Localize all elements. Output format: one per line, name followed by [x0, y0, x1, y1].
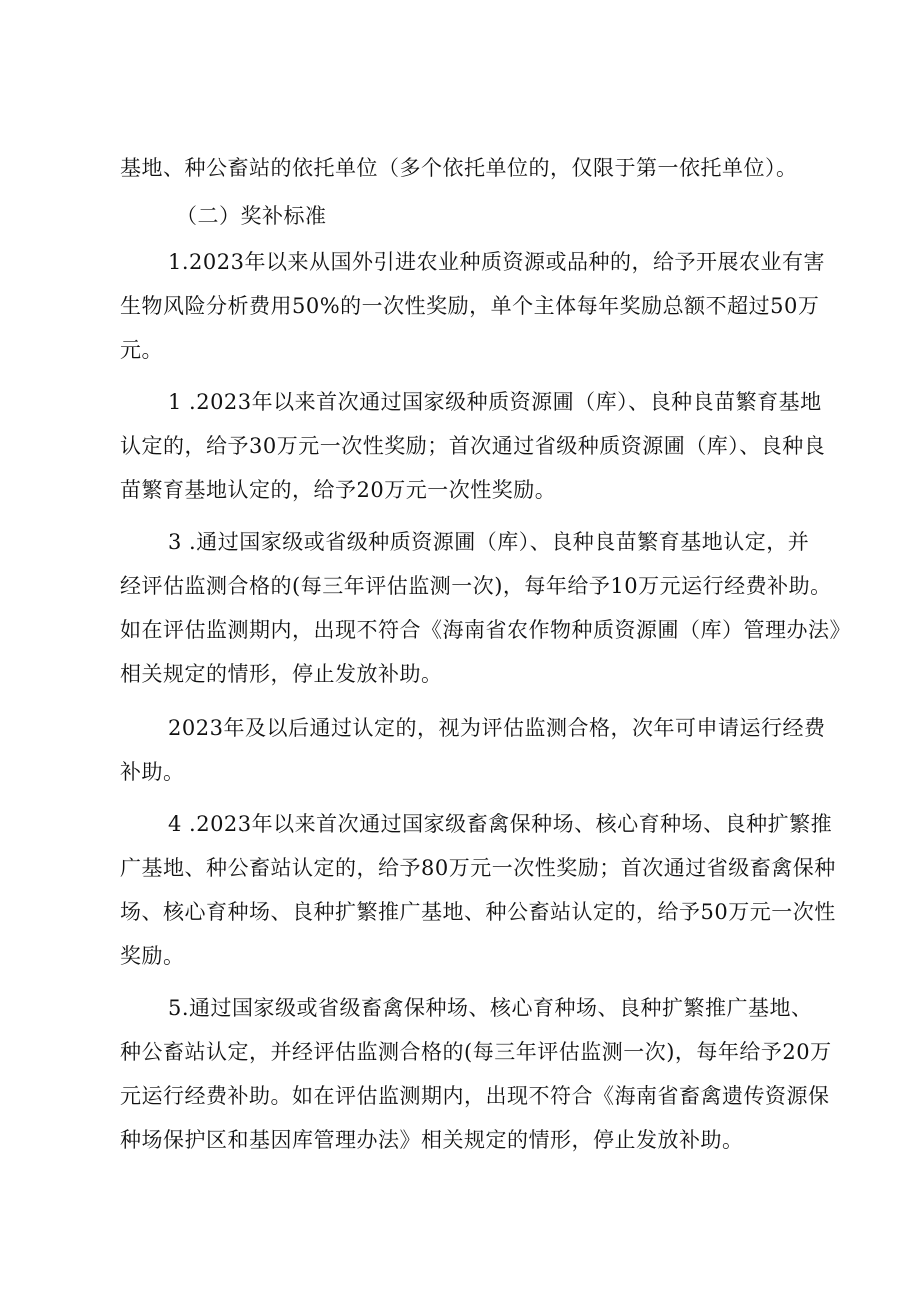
text-line: 认定的，给予30万元一次性奖励；首次通过省级种质资源圃（库）、良种良	[120, 434, 826, 458]
text-line: 经评估监测合格的(每三年评估监测一次)，每年给予10万元运行经费补助。	[120, 574, 832, 598]
text-line: 种场保护区和基因库管理办法》相关规定的情形，停止发放补助。	[120, 1128, 744, 1152]
paragraph-item-2	[120, 380, 830, 512]
text-line: 元。	[120, 338, 163, 362]
paragraph-item-3	[120, 520, 851, 696]
text-line: 1 .2023年以来首次通过国家级种质资源圃（库）、良种良苗繁育基地	[168, 390, 822, 414]
text-line: 5.通过国家级或省级畜禽保种场、核心育种场、良种扩繁推广基地、	[168, 996, 813, 1020]
text-line: 1.2023年以来从国外引进农业种质资源或品种的，给予开展农业有害	[168, 250, 825, 274]
text-line: 奖励。	[120, 944, 185, 968]
text-line: 4 .2023年以来首次通过国家级畜禽保种场、核心育种场、良种扩繁推	[168, 812, 833, 836]
section-heading-subsidy-standard	[176, 194, 886, 238]
text-line: 苗繁育基地认定的，给予20万元一次性奖励。	[120, 478, 557, 502]
text-line: 基地、种公畜站的依托单位（多个依托单位的，仅限于第一依托单位）。	[120, 156, 798, 180]
text-line: 种公畜站认定，并经评估监测合格的(每三年评估监测一次)，每年给予20万	[120, 1040, 832, 1064]
paragraph-eligibility-end	[120, 146, 830, 190]
paragraph-item-1	[120, 240, 830, 372]
paragraph-item-4	[120, 802, 836, 978]
text-line: 2023年及以后通过认定的，视为评估监测合格，次年可申请运行经费	[168, 716, 826, 740]
text-line: 3 .通过国家级或省级种质资源圃（库）、良种良苗繁育基地认定，并	[168, 530, 810, 554]
paragraph-item-3-note	[120, 706, 830, 794]
text-line: 如在评估监测期内，出现不符合《海南省农作物种质资源圃（库）管理办法》	[120, 618, 851, 642]
text-line: 相关规定的情形，停止发放补助。	[120, 662, 443, 686]
text-line: 场、核心育种场、良种扩繁推广基地、种公畜站认定的，给予50万元一次性	[120, 900, 836, 924]
text-line: 元运行经费补助。如在评估监测期内，出现不符合《海南省畜禽遗传资源保	[120, 1084, 830, 1108]
text-line: （二）奖补标准	[176, 204, 327, 228]
text-line: 广基地、种公畜站认定的，给予80万元一次性奖励；首次通过省级畜禽保种	[120, 856, 836, 880]
text-line: 补助。	[120, 760, 185, 784]
text-line: 生物风险分析费用50%的一次性奖励，单个主体每年奖励总额不超过50万	[120, 294, 820, 318]
paragraph-item-5	[120, 986, 830, 1162]
